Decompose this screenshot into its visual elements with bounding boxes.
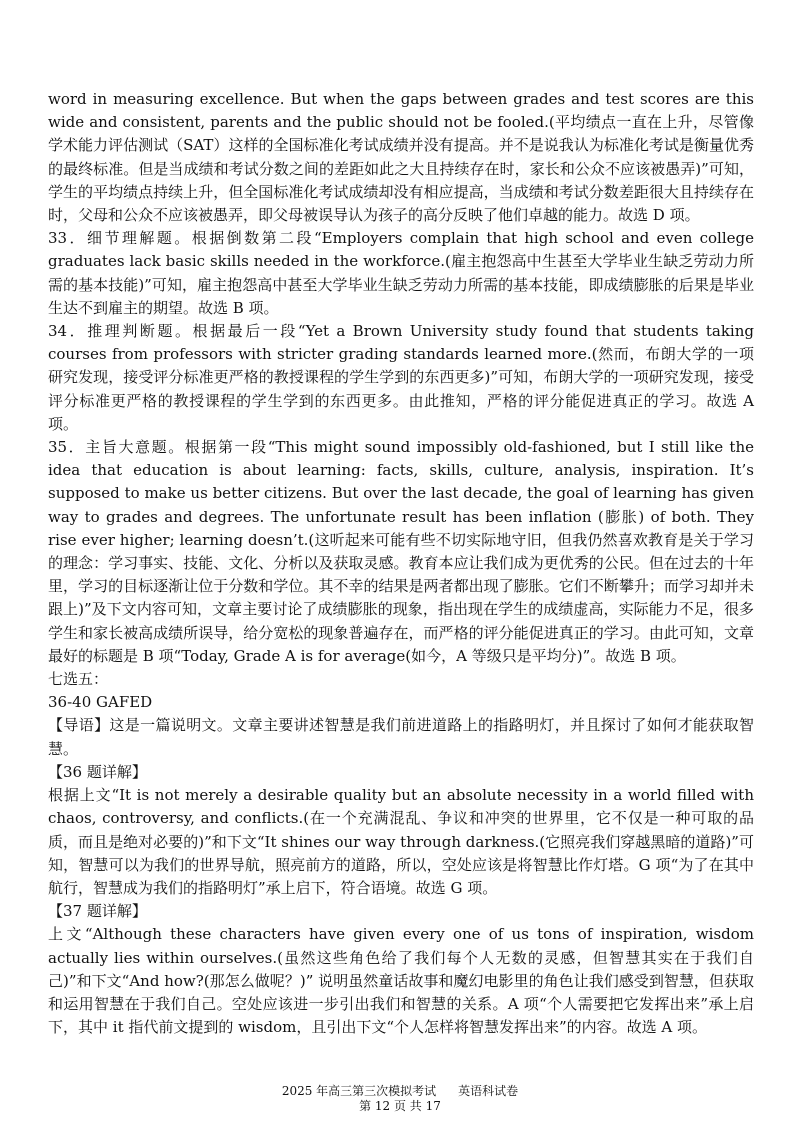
paragraph-q35: 35．主旨大意题。根据第一段“This might sound impossibly old-fashioned, but I still like the idea that education is about learning: facts, skills, culture, analysis, inspiration. It’s supposed to make us better citizens. But over the last decade, the goal of learning has given way to grades and degrees. The unfortunate result has been inflation (膨胀) of both. They rise ever higher; learning doesn’t.(这听起来可能有些不切实际地守旧，但我仍然喜欢教育是关于学习的理念：学习事实、技能、文化、分析以及获取灵感。教育本应让我们成为更优秀的公民。但在过去的十年里，学习的目标逐渐让位于分数和学位。其不幸的结果是两者都出现了膨胀。它们不断攀升；而学习却并未跟上)”及下文内容可知，文章主要讨论了成绩膨胀的现象，指出现在学生的成绩虚高，实际能力不足，很多学生和家长被高成绩所误导，给分宽松的现象普遍存在，而严格的评分能促进真正的学习。由此可知，文章最好的标题是 B 项“Today, Grade A is for average(如今，A 等级只是平均分)”。故选 B 项。: [48, 438, 754, 665]
q36-explanation: 根据上文“It is not merely a desirable quality but an absolute necessity in a world filled with chaos, controversy, and conflicts.(在一个充满混乱、争议和冲突的世界里，它不仅是一种可取的品质，而且是绝对必要的)”和下文“It shines our way through darkness.(它照亮我们穿越黑暗的道路)”可知，智慧可以为我们的世界导航，照亮前方的道路，所以，空处应该是将智慧比作灯塔。G 项“为了在其中航行，智慧成为我们的指路明灯”承上启下，符合语境。故选 G 项。: [48, 786, 754, 897]
answer-key-36-40: 36-40 GAFED: [48, 693, 153, 712]
paragraph-q34: 34．推理判断题。根据最后一段“Yet a Brown University study found that students taking courses from professors with stricter grading standards learned more.(然而，布朗大学的一项研究发现，接受评分标准更严格的教授课程的学生学到的东西更多)”可知，布朗大学的一项研究发现，接受评分标准更严格的教授课程的学生学到的东西更多。由此推知，严格的评分能促进真正的学习。故选 A 项。: [48, 322, 754, 433]
q37-explanation: 上文“Although these characters have given every one of us tons of inspiration, wisdom actually lies within ourselves.(虽然这些角色给了我们每个人无数的灵感，但智慧其实在于我们自己)”和下文“And how?(那怎么做呢？)” 说明虽然童话故事和魔幻电影里的角色让我们感受到智慧，但获取和运用智慧在于我们自己。空处应该进一步引出我们和智慧的关系。A 项“个人需要把它发挥出来”承上启下，其中 it 指代前文提到的 wisdom，且引出下文“个人怎样将智慧发挥出来”的内容。故选 A 项。: [48, 925, 754, 1037]
footer-page-number: 第 12 页 共 17: [359, 1099, 441, 1113]
footer-subject: 英语科试卷: [458, 1084, 519, 1098]
answer-explanation-body: [48, 88, 754, 1039]
paragraph-q33: 33．细节理解题。根据倒数第二段“Employers complain that high school and even college graduates lack basic skills needed in the workforce.(雇主抱怨高中生甚至大学毕业生缺乏劳动力所需的基本技能)”可知，雇主抱怨高中甚至大学毕业生缺乏劳动力所需的基本技能，即成绩膨胀的后果是毕业生达不到雇主的期望。故选 B 项。: [48, 229, 754, 317]
q37-heading: 【37 题详解】: [48, 902, 147, 921]
paragraph-q32-continued: word in measuring excellence. But when the gaps between grades and test scores are this wide and consistent, parents and the public should not be fooled.(平均绩点一直在上升，尽管像学术能力评估测试（SAT）这样的全国标准化考试成绩并没有提高。并不是说我认为标准化考试是衡量优秀的最终标准。但是当成绩和考试分数之间的差距如此之大且持续存在时，家长和公众不应该被愚弄)”可知，学生的平均绩点持续上升，但全国标准化考试成绩却没有相应提高，当成绩和考试分数差距很大且持续存在时，父母和公众不应该被愚弄，即父母被误导认为孩子的高分反映了他们卓越的能力。故选 D 项。: [48, 90, 754, 225]
section-heading-seven-choose-five: 七选五：: [48, 670, 109, 689]
footer-exam-title: 2025 年高三第三次模拟考试: [281, 1084, 437, 1098]
introduction-paragraph: 【导语】这是一篇说明文。文章主要讲述智慧是我们前进道路上的指路明灯，并且探讨了如何才能获取智慧。: [48, 716, 754, 758]
page-footer: [0, 1084, 800, 1114]
q36-heading: 【36 题详解】: [48, 762, 147, 781]
footer-exam-line: [0, 1084, 800, 1099]
